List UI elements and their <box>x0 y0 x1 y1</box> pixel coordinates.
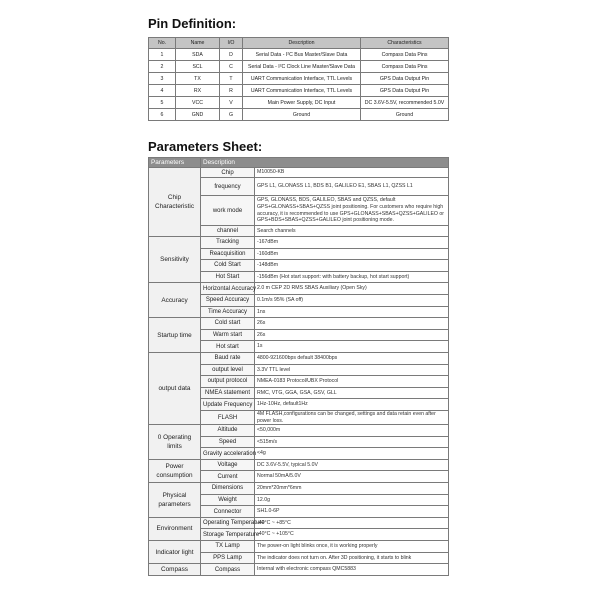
param-value: 12.0g <box>255 494 449 506</box>
param-label: Time Accuracy <box>201 306 255 318</box>
pin-cell: 3 <box>149 73 176 85</box>
pin-cell: RX <box>176 85 220 97</box>
pin-cell: D <box>220 49 243 61</box>
pin-cell: SDA <box>176 49 220 61</box>
parameters-sheet-title: Parameters Sheet: <box>148 139 263 154</box>
param-value: 4800-921600bps default 38400bps <box>255 352 449 364</box>
pin-cell: V <box>220 97 243 109</box>
pin-definition-table <box>148 37 449 121</box>
param-value: GPS, GLONASS, BDS, GALILEO, SBAS and QZSS, default GPS+GLONASS+SBAS+QZSS joint positioning. For customers who require high accuracy, it is recommended to use GPS+GLONASS+SBAS+QZSS+GALILEO or GPS+BDS+SBAS+QZSS+GALILEO joint positioning mode. <box>255 196 449 226</box>
param-value: <4g <box>255 448 449 460</box>
pin-cell: GPS Data Output Pin <box>361 73 449 85</box>
param-value: -40°C ~ +105°C <box>255 529 449 541</box>
param-value: 3.3V TTL level <box>255 364 449 376</box>
param-label: Dimensions <box>201 483 255 495</box>
pin-header-no: No. <box>149 38 176 49</box>
param-row <box>149 483 449 495</box>
param-value: 4M FLASH,configurations can be changed, settings and data retain even after power loss. <box>255 410 449 424</box>
param-label: Hot Start <box>201 271 255 283</box>
param-category: Environment <box>149 517 201 540</box>
param-category: Physical parameters <box>149 483 201 518</box>
param-value: 26s <box>255 329 449 341</box>
pin-cell: UART Communication Interface, TTL Levels <box>243 85 361 97</box>
param-category: Indicator light <box>149 541 201 564</box>
param-label: FLASH <box>201 410 255 424</box>
param-category: Accuracy <box>149 283 201 318</box>
param-category: Power consumption <box>149 459 201 482</box>
param-label: Voltage <box>201 459 255 471</box>
pin-table-body <box>149 49 449 121</box>
param-header-parameters: Parameters <box>149 158 201 168</box>
param-label: NMEA statement <box>201 387 255 399</box>
param-value: 26s <box>255 318 449 330</box>
param-value: The indicator does not turn on. After 3D positioning, it starts to blink <box>255 552 449 564</box>
param-label: Baud rate <box>201 352 255 364</box>
pin-cell: Serial Data - I²C Bus Master/Slave Data <box>243 49 361 61</box>
pin-row <box>149 73 449 85</box>
param-value: -40°C ~ +85°C <box>255 517 449 529</box>
param-value: M10050-KB <box>255 168 449 178</box>
param-label: Compass <box>201 564 255 576</box>
pin-cell: G <box>220 109 243 121</box>
param-value: 20mm*20mm*6mm <box>255 483 449 495</box>
param-label: Tracking <box>201 237 255 249</box>
param-row <box>149 352 449 364</box>
param-value: RMC, VTG, GGA, GSA, GSV, GLL <box>255 387 449 399</box>
pin-row <box>149 61 449 73</box>
param-label: Gravity acceleration <box>201 448 255 460</box>
param-row <box>149 564 449 576</box>
param-row <box>149 168 449 178</box>
param-value: NMEA-0183 Protocol/UBX Protocol <box>255 376 449 388</box>
pin-cell: Compass Data Pins <box>361 49 449 61</box>
param-category: Chip Characteristic <box>149 168 201 237</box>
pin-cell: R <box>220 85 243 97</box>
pin-cell: TX <box>176 73 220 85</box>
param-value: GPS L1, GLONASS L1, BDS B1, GALILEO E1, SBAS L1, QZSS L1 <box>255 178 449 196</box>
pin-cell: C <box>220 61 243 73</box>
param-value: -167dBm <box>255 237 449 249</box>
pin-header-characteristics: Characteristics <box>361 38 449 49</box>
param-value: 0.1m/s 95% (SA off) <box>255 294 449 306</box>
pin-row <box>149 97 449 109</box>
pin-header-description: Description <box>243 38 361 49</box>
param-label: Speed Accuracy <box>201 294 255 306</box>
param-row <box>149 459 449 471</box>
param-category: 0 Operating limits <box>149 425 201 460</box>
pin-row <box>149 85 449 97</box>
pin-cell: VCC <box>176 97 220 109</box>
param-label: Update Frequency <box>201 399 255 411</box>
pin-cell: Main Power Supply, DC Input <box>243 97 361 109</box>
pin-cell: DC 3.6V-5.5V, recommended 5.0V <box>361 97 449 109</box>
pin-cell: Ground <box>361 109 449 121</box>
pin-header-name: Name <box>176 38 220 49</box>
param-label: Storage Temperature <box>201 529 255 541</box>
pin-cell: Serial Data - I²C Clock Line Master/Slave Data <box>243 61 361 73</box>
param-row <box>149 541 449 553</box>
pin-cell: 6 <box>149 109 176 121</box>
param-value: <50,000m <box>255 425 449 437</box>
param-label: PPS Lamp <box>201 552 255 564</box>
param-value: -160dBm <box>255 248 449 260</box>
param-label: Current <box>201 471 255 483</box>
param-label: frequency <box>201 178 255 196</box>
param-value: 2.0 m CEP 2D RMS SBAS Auxiliary (Open Sky) <box>255 283 449 295</box>
pin-row <box>149 49 449 61</box>
pin-cell: 5 <box>149 97 176 109</box>
pin-cell: UART Communication Interface, TTL Levels <box>243 73 361 85</box>
pin-cell: GPS Data Output Pin <box>361 85 449 97</box>
param-label: Horizontal Accuracy <box>201 283 255 295</box>
param-value: 1Hz-10Hz, default1Hz <box>255 399 449 411</box>
param-label: output protocol <box>201 376 255 388</box>
pin-header-io: I/O <box>220 38 243 49</box>
param-value: DC 3.6V-5.5V, typical 5.0V <box>255 459 449 471</box>
pin-cell: GND <box>176 109 220 121</box>
param-label: Altitude <box>201 425 255 437</box>
param-label: Warm start <box>201 329 255 341</box>
pin-table-header-row <box>149 38 449 49</box>
param-label: Cold Start <box>201 260 255 272</box>
param-category: Startup time <box>149 318 201 353</box>
param-value: <515m/s <box>255 436 449 448</box>
param-row <box>149 517 449 529</box>
pin-definition-title: Pin Definition: <box>148 16 237 31</box>
param-label: channel <box>201 226 255 237</box>
param-value: 1ns <box>255 306 449 318</box>
param-table-body <box>149 168 449 576</box>
param-row <box>149 425 449 437</box>
pin-cell: SCL <box>176 61 220 73</box>
param-label: output level <box>201 364 255 376</box>
pin-cell: 1 <box>149 49 176 61</box>
pin-cell: T <box>220 73 243 85</box>
pin-cell: Compass Data Pins <box>361 61 449 73</box>
pin-cell: 4 <box>149 85 176 97</box>
param-label: Hot start <box>201 341 255 353</box>
parameters-table <box>148 157 449 576</box>
pin-row <box>149 109 449 121</box>
param-row <box>149 283 449 295</box>
param-value: -156dBm (Hot start support: with battery backup, hot start support) <box>255 271 449 283</box>
param-label: Weight <box>201 494 255 506</box>
param-label: Operating Temperature <box>201 517 255 529</box>
param-value: -148dBm <box>255 260 449 272</box>
param-value: SH1.0-6P <box>255 506 449 518</box>
param-value: The power-on light blinks once, it is working properly <box>255 541 449 553</box>
param-row <box>149 237 449 249</box>
param-label: work mode <box>201 196 255 226</box>
param-label: Reacquisition <box>201 248 255 260</box>
param-label: Cold start <box>201 318 255 330</box>
param-category: output data <box>149 352 201 424</box>
param-table-header-row <box>149 158 449 168</box>
param-category: Compass <box>149 564 201 576</box>
param-value: Normal 50mA/5.0V <box>255 471 449 483</box>
param-value: 1s <box>255 341 449 353</box>
param-value: Internal with electronic compass QMC5883 <box>255 564 449 576</box>
param-label: Chip <box>201 168 255 178</box>
param-category: Sensitivity <box>149 237 201 283</box>
pin-cell: 2 <box>149 61 176 73</box>
pin-cell: Ground <box>243 109 361 121</box>
param-row <box>149 318 449 330</box>
param-label: Speed <box>201 436 255 448</box>
param-header-description: Description <box>201 158 449 168</box>
param-value: Search channels <box>255 226 449 237</box>
param-label: TX Lamp <box>201 541 255 553</box>
param-label: Connector <box>201 506 255 518</box>
